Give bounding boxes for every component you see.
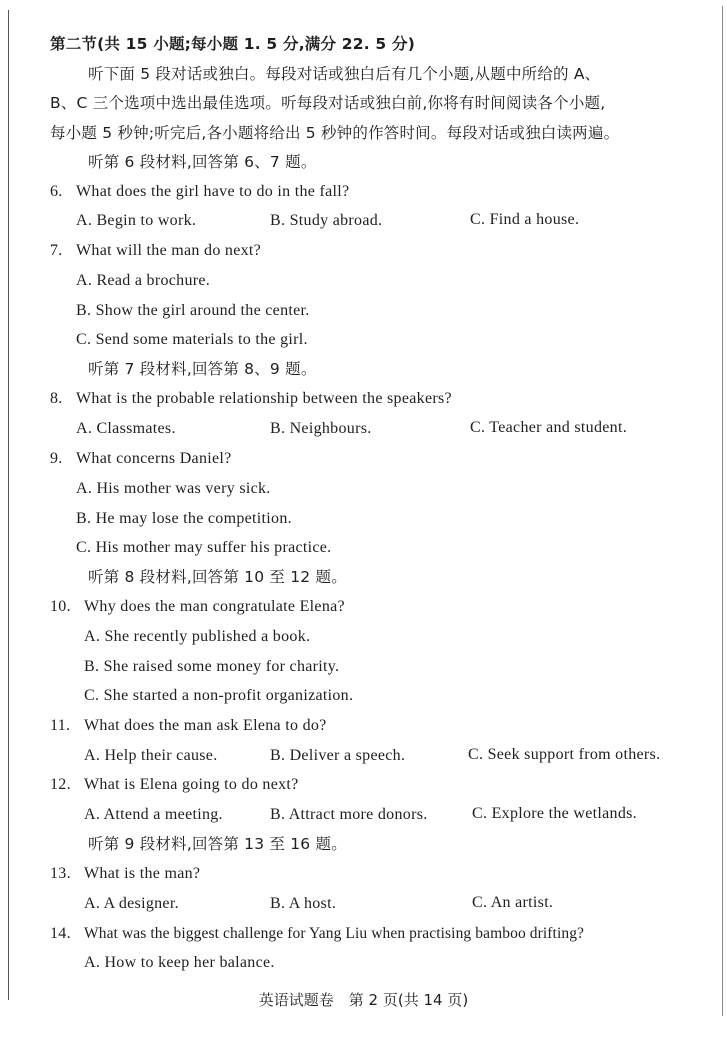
answer-option: C. Seek support from others. — [468, 746, 661, 763]
question-text: What is the probable relationship between the speakers? — [76, 390, 452, 407]
question-number: 12. — [50, 776, 71, 793]
answer-option: A. Begin to work. — [76, 212, 197, 229]
answer-option: B. A host. — [270, 895, 337, 912]
question-text: What is Elena going to do next? — [84, 776, 299, 793]
group-intro: 听第 6 段材料,回答第 6、7 题。 — [88, 153, 317, 171]
answer-option: B. He may lose the competition. — [76, 510, 292, 527]
answer-option: B. She raised some money for charity. — [84, 658, 340, 675]
answer-option: A. A designer. — [84, 895, 179, 912]
group-intro: 听第 8 段材料,回答第 10 至 12 题。 — [88, 568, 347, 586]
section-title: 第二节(共 15 小题;每小题 1. 5 分,满分 22. 5 分) — [50, 35, 415, 53]
question-number: 9. — [50, 450, 63, 467]
answer-option: C. An artist. — [472, 894, 554, 911]
answer-option: B. Show the girl around the center. — [76, 302, 310, 319]
answer-option: A. She recently published a book. — [84, 628, 311, 645]
answer-option: B. Neighbours. — [270, 420, 372, 437]
instruction-line: B、C 三个选项中选出最佳选项。听每段对话或独白前,你将有时间阅读各个小题, — [50, 94, 606, 112]
answer-option: C. Teacher and student. — [470, 419, 627, 436]
answer-option: C. She started a non-profit organization. — [84, 687, 354, 704]
question-number: 11. — [50, 717, 71, 734]
question-text: What was the biggest challenge for Yang Liu when practising bamboo drifting? — [84, 925, 585, 942]
answer-option: B. Deliver a speech. — [270, 747, 406, 764]
question-text: What does the girl have to do in the fall? — [76, 183, 350, 200]
question-number: 6. — [50, 183, 63, 200]
answer-option: C. Find a house. — [470, 211, 580, 228]
answer-option: A. Help their cause. — [84, 747, 218, 764]
question-text: Why does the man congratulate Elena? — [84, 598, 345, 615]
answer-option: C. Send some materials to the girl. — [76, 331, 308, 348]
question-text: What will the man do next? — [76, 242, 262, 259]
question-number: 13. — [50, 865, 71, 882]
question-text: What is the man? — [84, 865, 201, 882]
page-border-left — [8, 10, 9, 1000]
answer-option: A. His mother was very sick. — [76, 480, 271, 497]
question-number: 8. — [50, 390, 63, 407]
answer-option: B. Study abroad. — [270, 212, 383, 229]
answer-option: C. His mother may suffer his practice. — [76, 539, 332, 556]
group-intro: 听第 7 段材料,回答第 8、9 题。 — [88, 360, 317, 378]
question-number: 10. — [50, 598, 71, 615]
instruction-line: 听下面 5 段对话或独白。每段对话或独白后有几个小题,从题中所给的 A、 — [88, 65, 601, 83]
answer-option: A. Classmates. — [76, 420, 176, 437]
question-number: 14. — [50, 925, 71, 942]
question-text: What concerns Daniel? — [76, 450, 232, 467]
answer-option: A. Attend a meeting. — [84, 806, 223, 823]
question-text: What does the man ask Elena to do? — [84, 717, 327, 734]
group-intro: 听第 9 段材料,回答第 13 至 16 题。 — [88, 835, 347, 853]
page-footer: 英语试题卷 第 2 页(共 14 页) — [258, 991, 469, 1009]
instruction-line: 每小题 5 秒钟;听完后,各小题将给出 5 秒钟的作答时间。每段对话或独白读两遍。 — [50, 124, 620, 142]
answer-option: C. Explore the wetlands. — [472, 805, 637, 822]
page-border-right — [722, 6, 723, 1016]
answer-option: A. How to keep her balance. — [84, 954, 275, 971]
answer-option: A. Read a brochure. — [76, 272, 211, 289]
question-number: 7. — [50, 242, 63, 259]
answer-option: B. Attract more donors. — [270, 806, 428, 823]
